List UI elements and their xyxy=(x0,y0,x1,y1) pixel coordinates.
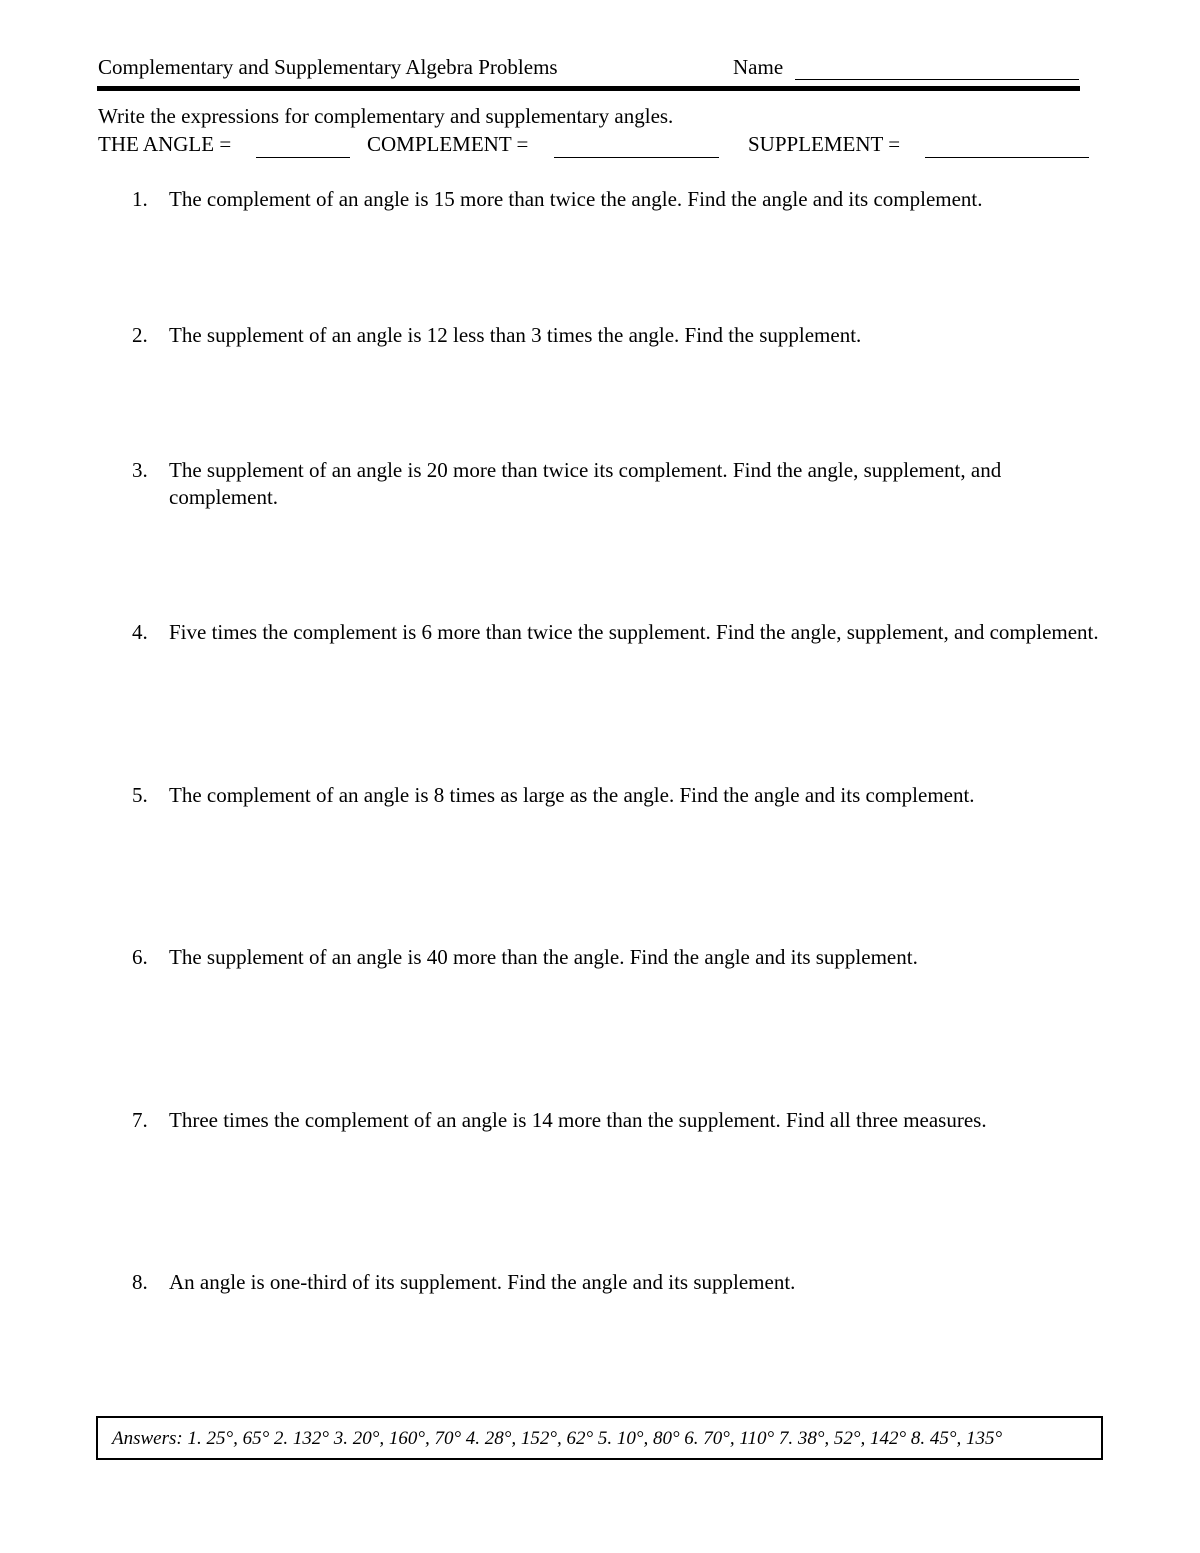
problem-number: 1. xyxy=(132,187,148,211)
problem-number: 6. xyxy=(132,945,148,969)
problem-text: Three times the complement of an angle is 14 more than the supplement. Find all three measures. xyxy=(169,1108,987,1132)
problem-number: 4. xyxy=(132,620,148,644)
name-label: Name xyxy=(733,55,784,79)
complement-blank-line[interactable] xyxy=(554,157,719,158)
problem-number: 5. xyxy=(132,783,148,807)
angle-label: THE ANGLE = xyxy=(98,132,232,156)
answers-box xyxy=(96,1416,1103,1460)
problem-text: An angle is one-third of its supplement. Find the angle and its supplement. xyxy=(169,1270,796,1294)
problem-text: The supplement of an angle is 20 more than twice its complement. Find the angle, supplement, and complement. xyxy=(169,458,1002,509)
problem-number: 3. xyxy=(132,458,148,482)
problem-text: The complement of an angle is 8 times as large as the angle. Find the angle and its complement. xyxy=(169,783,975,807)
supplement-blank-line[interactable] xyxy=(925,157,1089,158)
problem-text: Five times the complement is 6 more than twice the supplement. Find the angle, supplement, and complement. xyxy=(169,620,1099,644)
instructions-text: Write the expressions for complementary and supplementary angles. xyxy=(98,104,674,128)
problem-number: 8. xyxy=(132,1270,148,1294)
problem-text: The supplement of an angle is 40 more than the angle. Find the angle and its supplement. xyxy=(169,945,918,969)
complement-label: COMPLEMENT = xyxy=(367,132,529,156)
header-divider xyxy=(97,86,1080,91)
problem-number: 2. xyxy=(132,323,148,347)
name-blank-line[interactable] xyxy=(795,79,1079,80)
supplement-label: SUPPLEMENT = xyxy=(748,132,901,156)
page-title: Complementary and Supplementary Algebra Problems xyxy=(98,55,558,79)
angle-blank-line[interactable] xyxy=(256,157,350,158)
problem-text: The complement of an angle is 15 more than twice the angle. Find the angle and its complement. xyxy=(169,187,983,211)
problem-text: The supplement of an angle is 12 less than 3 times the angle. Find the supplement. xyxy=(169,323,862,347)
problem-number: 7. xyxy=(132,1108,148,1132)
answers-text: Answers: 1. 25°, 65° 2. 132° 3. 20°, 160°, 70° 4. 28°, 152°, 62° 5. 10°, 80° 6. 70°, 110° 7. 38°, 52°, 142° 8. 45°, 135° xyxy=(112,1428,1003,1449)
